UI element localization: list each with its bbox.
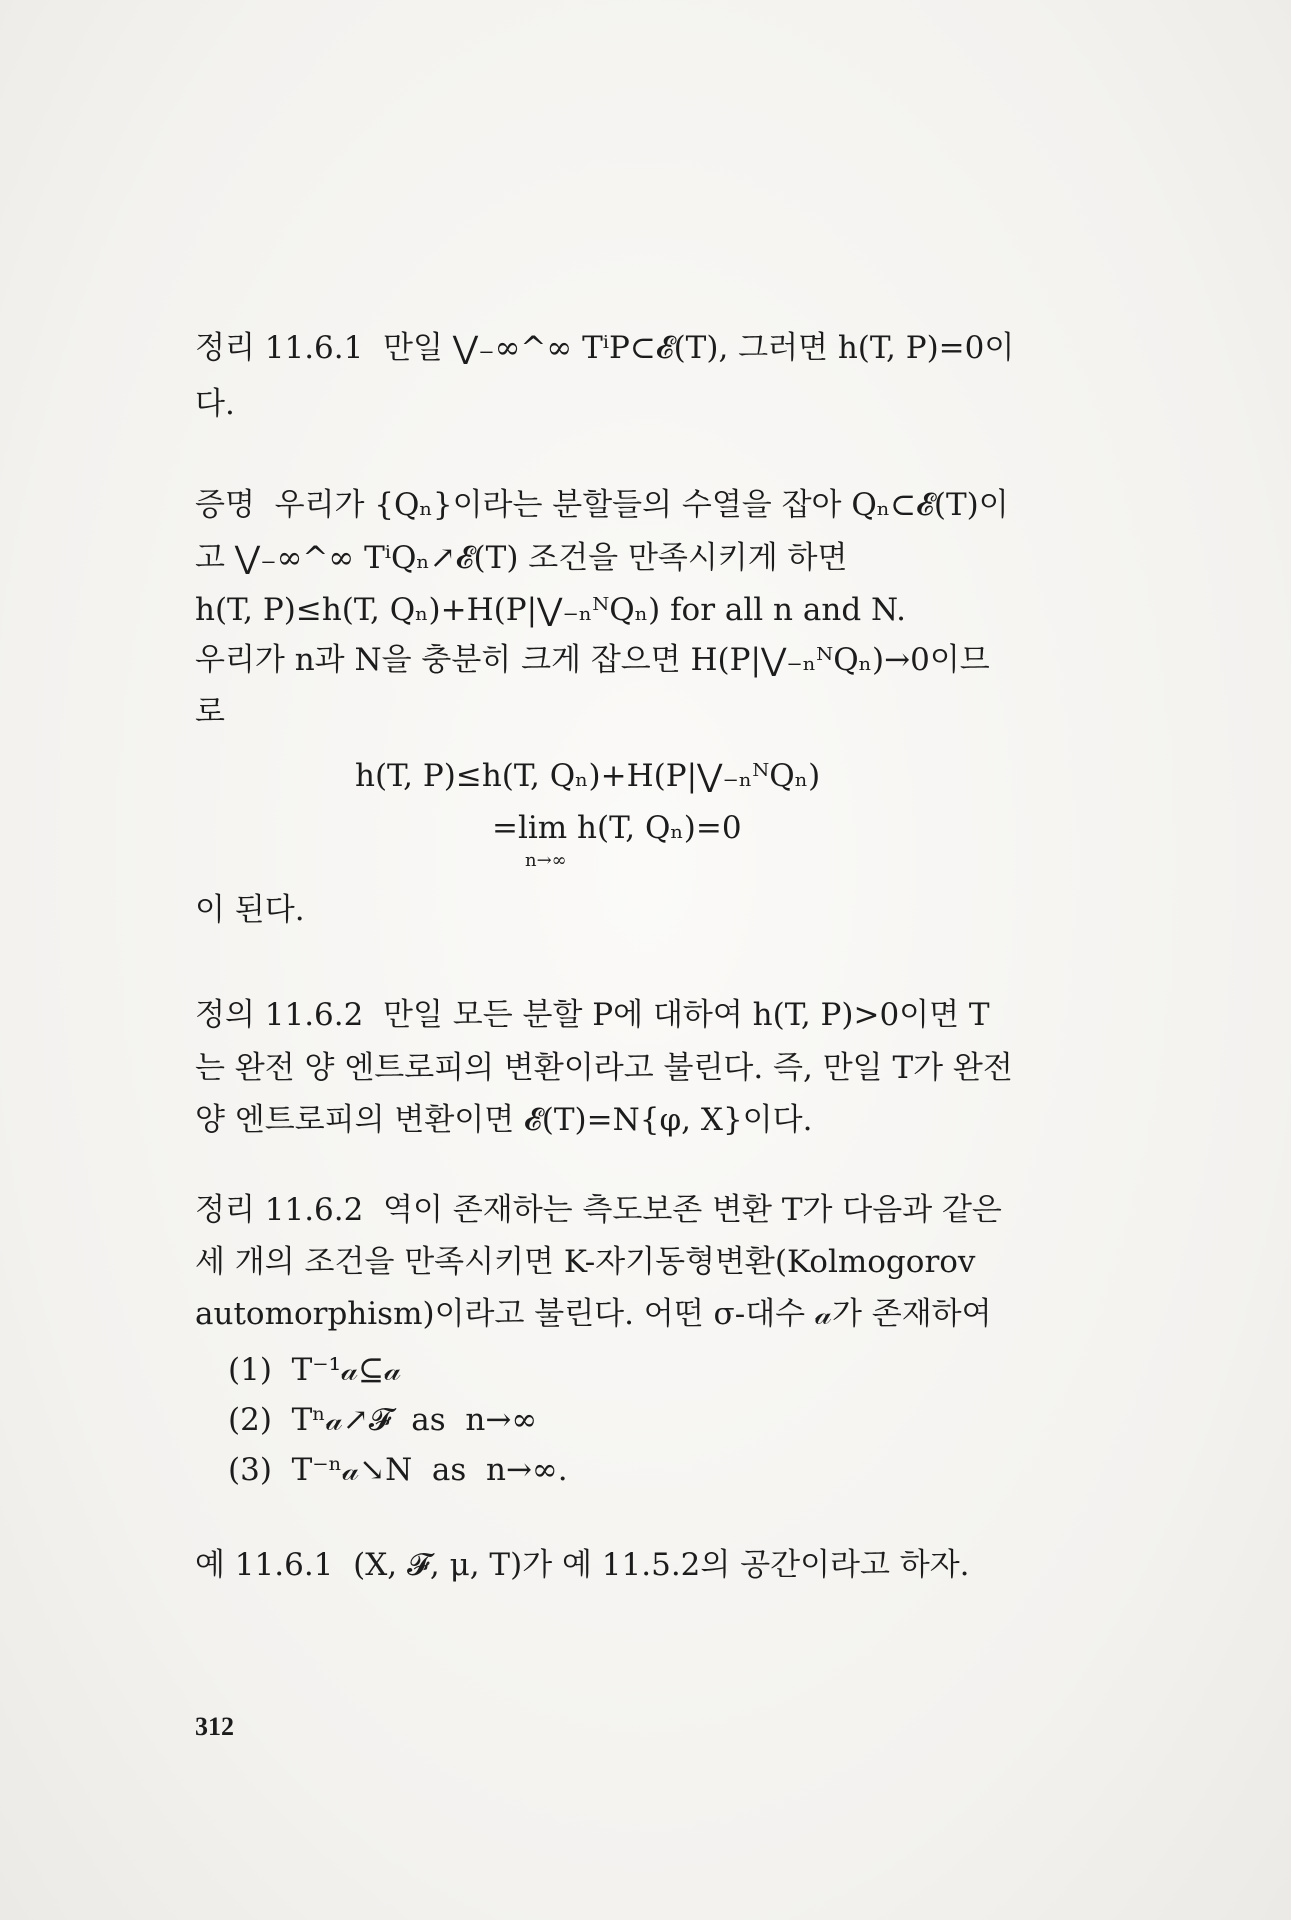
condition-3: (3) T⁻ⁿ𝒶↘N as n→∞. bbox=[228, 1452, 568, 1488]
condition-1: (1) T⁻¹𝒶⊆𝒶 bbox=[228, 1352, 402, 1388]
condition-2: (2) Tⁿ𝒶↗𝓕 as n→∞ bbox=[228, 1402, 538, 1438]
theorem-11-6-2-line3: automorphism)이라고 불린다. 어떤 σ-대수 𝒶가 존재하여 bbox=[195, 1296, 992, 1332]
definition-11-6-2-line3: 양 엔트로피의 변환이면 𝓔(T)=N{φ, X}이다. bbox=[195, 1102, 813, 1138]
theorem-11-6-1-line2: 다. bbox=[195, 386, 235, 422]
proof-line3: h(T, P)≤h(T, Qₙ)+H(P|⋁₋ₙᴺQₙ) for all n and N. bbox=[195, 592, 907, 628]
theorem-11-6-2-line2: 세 개의 조건을 만족시키면 K-자기동형변환(Kolmogorov bbox=[195, 1244, 976, 1280]
proof-equation-2: =lim h(T, Qₙ)=0 bbox=[492, 810, 742, 846]
limit-subscript: n→∞ bbox=[525, 850, 567, 871]
page-number: 312 bbox=[195, 1712, 234, 1741]
definition-11-6-2-line2: 는 완전 양 엔트로피의 변환이라고 불린다. 즉, 만일 T가 완전 bbox=[195, 1050, 1013, 1086]
proof-line5: 로 bbox=[195, 694, 225, 730]
proof-equation-1: h(T, P)≤h(T, Qₙ)+H(P|⋁₋ₙᴺQₙ) bbox=[355, 758, 821, 794]
proof-line4: 우리가 n과 N을 충분히 크게 잡으면 H(P|⋁₋ₙᴺQₙ)→0이므 bbox=[195, 642, 990, 678]
definition-11-6-2-line1: 정의 11.6.2 만일 모든 분할 P에 대하여 h(T, P)>0이면 T bbox=[195, 997, 990, 1033]
proof-line2: 고 ⋁₋∞^∞ TⁱQₙ↗𝓔(T) 조건을 만족시키게 하면 bbox=[195, 540, 848, 576]
proof-line1: 증명 우리가 {Qₙ}이라는 분할들의 수열을 잡아 Qₙ⊂𝓔(T)이 bbox=[195, 487, 1009, 523]
theorem-11-6-2-line1: 정리 11.6.2 역이 존재하는 측도보존 변환 T가 다음과 같은 bbox=[195, 1192, 1002, 1228]
theorem-11-6-1-line1: 정리 11.6.1 만일 ⋁₋∞^∞ TⁱP⊂𝓔(T), 그러면 h(T, P)=0이 bbox=[195, 330, 1015, 366]
example-11-6-1: 예 11.6.1 (X, 𝓕, μ, T)가 예 11.5.2의 공간이라고 하자. bbox=[195, 1547, 970, 1583]
proof-conclusion: 이 된다. bbox=[195, 892, 305, 928]
